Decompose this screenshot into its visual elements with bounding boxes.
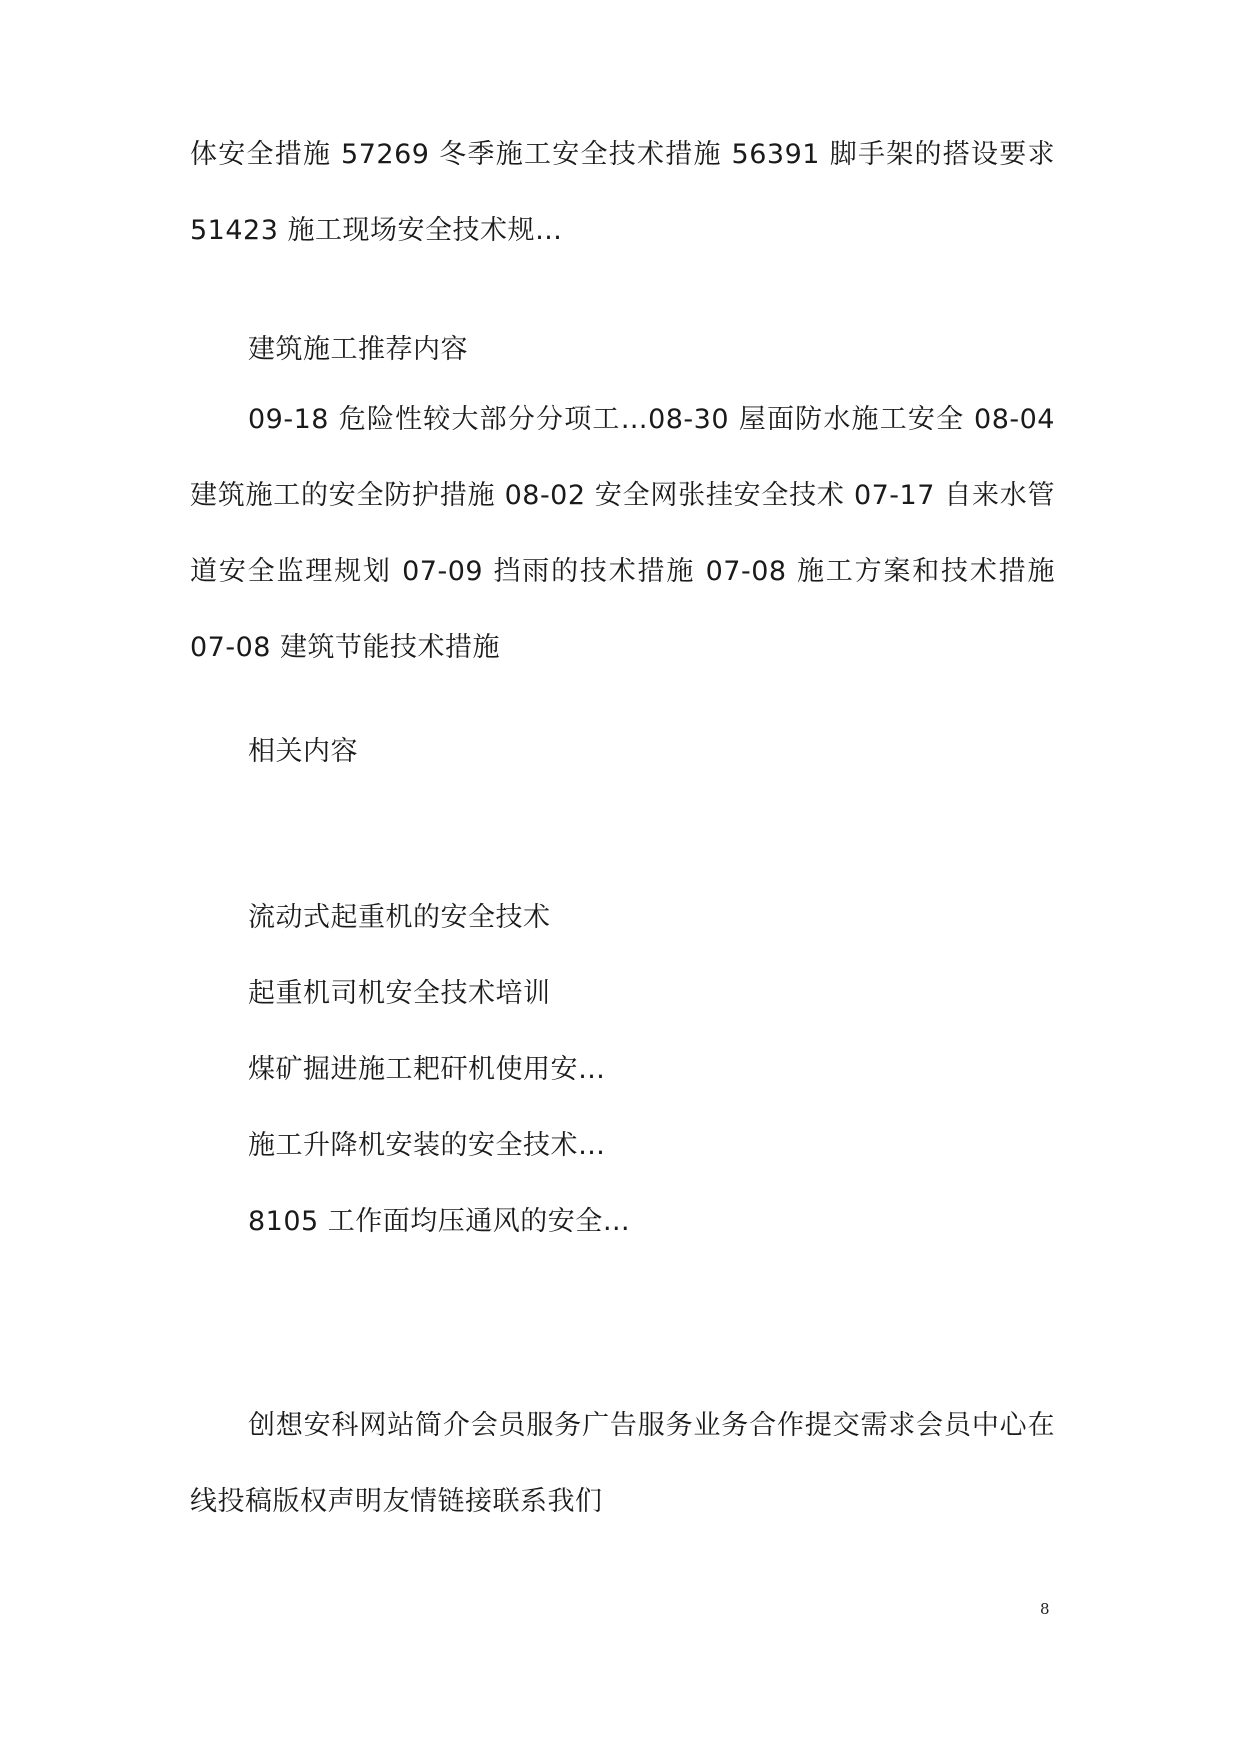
related-heading: 相关内容: [248, 736, 358, 767]
related-item[interactable]: 8105 工作面均压通风的安全…: [248, 1206, 631, 1237]
intro-paragraph: 体安全措施 57269 冬季施工安全技术措施 56391 脚手架的搭设要求 51423 施工现场安全技术规…: [190, 139, 1055, 246]
related-list: [248, 898, 630, 1278]
related-item[interactable]: 流动式起重机的安全技术: [248, 902, 551, 933]
recommended-paragraph: 09-18 危险性较大部分分项工…08-30 屋面防水施工安全 08-04 建筑施工的安全防护措施 08-02 安全网张挂安全技术 07-17 自来水管道安全监理规划 07-09 挡雨的技术措施 07-08 施工方案和技术措施 07-08 建筑节能技术措施: [190, 404, 1055, 663]
recommended-heading: 建筑施工推荐内容: [248, 334, 468, 365]
footer-links-paragraph: 创想安科网站简介会员服务广告服务业务合作提交需求会员中心在线投稿版权声明友情链接联系我们: [190, 1410, 1055, 1517]
related-item[interactable]: 施工升降机安装的安全技术…: [248, 1130, 606, 1161]
related-item[interactable]: 煤矿掘进施工耙矸机使用安…: [248, 1054, 606, 1085]
page-number: 8: [1040, 1600, 1050, 1618]
related-item[interactable]: 起重机司机安全技术培训: [248, 978, 551, 1009]
